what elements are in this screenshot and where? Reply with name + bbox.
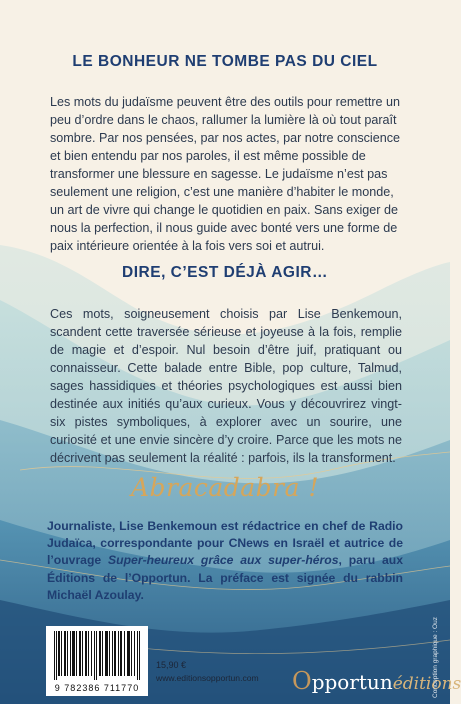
website-url: www.editionsopportun.com xyxy=(156,673,259,683)
logo-suffix: éditions xyxy=(392,674,461,694)
design-credit: Conception graphique : Ouz xyxy=(432,617,439,698)
barcode xyxy=(46,626,148,696)
barcode-number: 9 782386 711770 xyxy=(54,683,140,693)
logo-initial: O xyxy=(292,667,312,695)
author-bio xyxy=(47,518,403,604)
bio-book-title: Super-heureux grâce aux super-héros xyxy=(108,553,339,568)
bio-text-1: Journaliste, Lise Benkemoun est rédactrice en chef de Radio Judaïca, correspondante pour CNews en Israël et autrice de l’ouvrage xyxy=(47,519,403,568)
heading-dire: DIRE, C’EST DÉJÀ AGIR… xyxy=(122,264,328,281)
paragraph-description: Ces mots, soigneusement choisis par Lise Benkemoun, scandent cette traversée sérieuse et joyeuse à la fois, remplie de magie et d’espoir. Nul besoin d’être juif, pratiquant ou connaisseur. Cette balade entre Bible, pop culture, Talmud, sages hassidiques et théories psychologiques est aussi bien destinée aux initiés qu’aux curieux. Vous y découvrirez vingt-six pistes symboliques, à explorer avec un sourire, une curiosité et une envie sincère d’y croire. Parce que les mots ne décrivent pas seulement la réalité : parfois, ils la transforment. xyxy=(50,307,402,465)
abracadabra-title: Abracadabra ! xyxy=(130,473,320,502)
logo-main: pportun xyxy=(311,670,393,694)
price: 15,90 € xyxy=(156,660,187,670)
barcode-bars xyxy=(54,631,140,680)
heading-bonheur: LE BONHEUR NE TOMBE PAS DU CIEL xyxy=(72,53,378,70)
bio-text-2: , paru aux Éditions de l’Opportun. La préface est signée du rabbin Michaël Azoulay. xyxy=(47,553,403,602)
paragraph-intro: Les mots du judaïsme peuvent être des outils pour remettre un peu d’ordre dans le chaos, rallumer la lumière là où tout paraît sombre. Par nos pensées, par nos actes, par notre conscience et bien entendu par nos paroles, il est même possible de transformer une blessure en sagesse. Le judaïsme n’est pas seulement une religion, c’est une manière d’habiter le monde, un art de vivre qui change le quotidien en paix. Sans exiger de nous la perfection, il nous guide avec bonté vers une forme de paix intérieure orientée à la fois vers soi et autrui. xyxy=(50,95,401,253)
